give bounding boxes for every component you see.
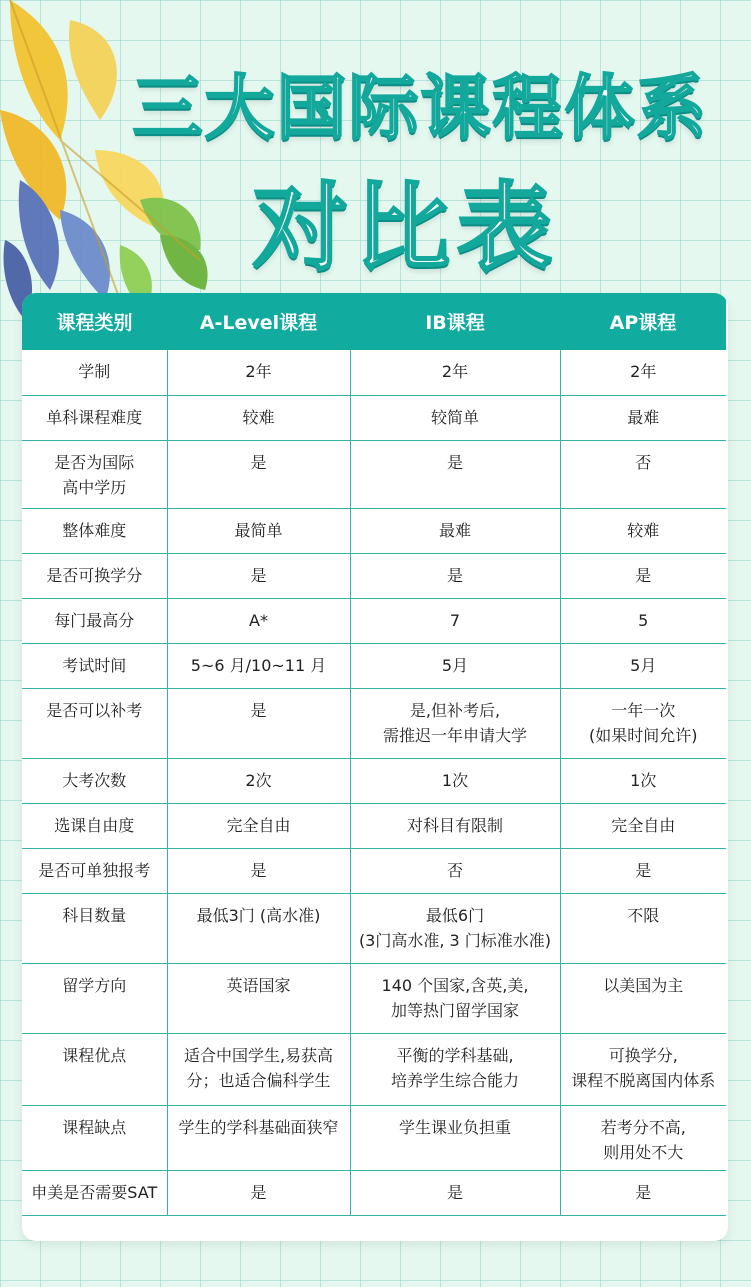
table-row xyxy=(22,508,726,553)
cell-label xyxy=(22,848,167,893)
cell-text-line: 适合中国学生,易获高 xyxy=(183,1045,334,1065)
cell-text-line: 是否为国际 xyxy=(54,452,135,472)
cell-text-line: 最简单 xyxy=(234,520,283,540)
cell-ib xyxy=(350,803,560,848)
cell-alevel xyxy=(167,395,350,440)
page-title-line2: 对比表 xyxy=(252,172,559,284)
cell-text-line: 5~6 月/10~11 月 xyxy=(190,655,327,675)
cell-ap xyxy=(560,893,726,963)
cell-text-line: 课程不脱离国内体系 xyxy=(571,1070,716,1090)
cell-ap xyxy=(560,643,726,688)
cell-text-line: 可换学分, xyxy=(608,1045,678,1065)
cell-label xyxy=(22,758,167,803)
cell-text-line: 以美国为主 xyxy=(603,975,684,995)
cell-text-line: 加等热门留学国家 xyxy=(390,1000,519,1020)
table-row xyxy=(22,1105,726,1170)
cell-text-line: 整体难度 xyxy=(62,520,127,540)
cell-label xyxy=(22,440,167,508)
cell-text-line: 留学方向 xyxy=(62,975,127,995)
table-row xyxy=(22,350,726,395)
cell-ib xyxy=(350,688,560,758)
comparison-table xyxy=(22,293,726,1216)
cell-ib xyxy=(350,893,560,963)
cell-text-line: 课程缺点 xyxy=(62,1117,127,1137)
cell-text-line: 选课自由度 xyxy=(54,815,135,835)
cell-text-line: 是 xyxy=(446,452,463,472)
page-title-line1: 三大国际课程体系 xyxy=(132,67,709,149)
cell-text-line: 分；也适合偏科学生 xyxy=(186,1070,331,1090)
cell-ib xyxy=(350,1105,560,1170)
cell-text-line: 是 xyxy=(250,565,267,585)
cell-text-line: (3门高水准, 3 门标准水准) xyxy=(358,930,552,950)
cell-text-line: 否 xyxy=(635,452,652,472)
cell-alevel xyxy=(167,350,350,395)
cell-text-line: 培养学生综合能力 xyxy=(390,1070,519,1090)
cell-label xyxy=(22,1033,167,1105)
cell-text-line: 学制 xyxy=(78,362,111,381)
cell-ap xyxy=(560,508,726,553)
cell-text-line: 一年一次 xyxy=(611,700,676,720)
cell-ap xyxy=(560,1170,726,1215)
cell-ib xyxy=(350,395,560,440)
cell-text-line: 最低6门 xyxy=(425,905,485,925)
table-row xyxy=(22,598,726,643)
cell-text-line: 最低3门 (高水准) xyxy=(196,905,321,925)
cell-ap xyxy=(560,440,726,508)
cell-text-line: 2年 xyxy=(441,362,469,381)
cell-text-line: 是 xyxy=(250,452,267,472)
cell-ap xyxy=(560,553,726,598)
cell-ap xyxy=(560,598,726,643)
cell-label xyxy=(22,1105,167,1170)
cell-ap xyxy=(560,758,726,803)
cell-text-line: 学生的学科基础面狭窄 xyxy=(178,1117,339,1137)
cell-text-line: 完全自由 xyxy=(226,815,291,835)
cell-label xyxy=(22,395,167,440)
table-row xyxy=(22,688,726,758)
comparison-card xyxy=(22,293,728,1241)
cell-text-line: 5月 xyxy=(441,655,469,675)
cell-alevel xyxy=(167,803,350,848)
table-header-row xyxy=(22,293,726,350)
cell-ap xyxy=(560,350,726,395)
cell-ap xyxy=(560,963,726,1033)
header-ap: AP课程 xyxy=(560,293,726,350)
cell-label xyxy=(22,688,167,758)
table-row xyxy=(22,395,726,440)
header-ib: IB课程 xyxy=(350,293,560,350)
cell-ib xyxy=(350,963,560,1033)
cell-text-line: 是 xyxy=(250,860,267,880)
cell-alevel xyxy=(167,440,350,508)
cell-text-line: 则用处不大 xyxy=(603,1142,684,1162)
cell-label xyxy=(22,803,167,848)
cell-ap xyxy=(560,1033,726,1105)
cell-text-line: 是 xyxy=(250,1182,267,1202)
cell-ib xyxy=(350,758,560,803)
cell-ib xyxy=(350,643,560,688)
cell-ib xyxy=(350,598,560,643)
cell-text-line: 大考次数 xyxy=(62,770,127,790)
table-row xyxy=(22,848,726,893)
cell-text-line: 若考分不高, xyxy=(600,1117,686,1137)
cell-ib xyxy=(350,553,560,598)
cell-text-line: 是否可以补考 xyxy=(46,700,143,720)
cell-ap xyxy=(560,848,726,893)
cell-text-line: 1次 xyxy=(630,770,657,790)
cell-text-line: 是,但补考后, xyxy=(409,700,501,720)
cell-ib xyxy=(350,508,560,553)
cell-alevel xyxy=(167,508,350,553)
cell-alevel xyxy=(167,688,350,758)
cell-text-line: 对科目有限制 xyxy=(406,815,503,835)
cell-label xyxy=(22,553,167,598)
cell-text-line: 单科课程难度 xyxy=(46,407,143,427)
cell-ib xyxy=(350,440,560,508)
cell-label xyxy=(22,893,167,963)
cell-text-line: 需推迟一年申请大学 xyxy=(382,725,527,745)
cell-label xyxy=(22,1170,167,1215)
cell-text-line: (如果时间允许) xyxy=(589,725,698,745)
cell-alevel xyxy=(167,963,350,1033)
table-row xyxy=(22,758,726,803)
cell-ib xyxy=(350,848,560,893)
cell-text-line: 最难 xyxy=(438,520,471,540)
cell-label xyxy=(22,963,167,1033)
table-row xyxy=(22,963,726,1033)
cell-alevel xyxy=(167,553,350,598)
cell-text-line: 是 xyxy=(446,1182,463,1202)
cell-text-line: 较难 xyxy=(627,520,660,540)
cell-alevel xyxy=(167,848,350,893)
cell-text-line: 2年 xyxy=(245,362,272,381)
cell-text-line: 7 xyxy=(449,610,461,630)
table-row xyxy=(22,1170,726,1215)
cell-text-line: 申美是否需要SAT xyxy=(31,1182,158,1202)
table-row xyxy=(22,643,726,688)
table-row xyxy=(22,893,726,963)
cell-alevel xyxy=(167,893,350,963)
cell-ib xyxy=(350,1033,560,1105)
table-row xyxy=(22,440,726,508)
cell-text-line: 考试时间 xyxy=(62,655,127,675)
cell-text-line: 每门最高分 xyxy=(54,610,135,630)
cell-ap xyxy=(560,395,726,440)
cell-text-line: 5 xyxy=(638,610,649,630)
cell-text-line: 课程优点 xyxy=(62,1045,127,1065)
cell-alevel xyxy=(167,598,350,643)
cell-text-line: 140 个国家,含英,美, xyxy=(381,975,529,995)
cell-alevel xyxy=(167,1033,350,1105)
cell-text-line: 2次 xyxy=(245,770,272,790)
cell-text-line: 高中学历 xyxy=(62,477,127,497)
cell-text-line: 较难 xyxy=(242,407,275,427)
header-alevel: A-Level课程 xyxy=(167,293,350,350)
cell-text-line: 是 xyxy=(635,1182,652,1202)
cell-text-line: 科目数量 xyxy=(62,905,127,925)
cell-alevel xyxy=(167,1170,350,1215)
cell-alevel xyxy=(167,1105,350,1170)
cell-ib xyxy=(350,350,560,395)
cell-text-line: 2年 xyxy=(630,362,657,381)
cell-text-line: 是否可换学分 xyxy=(46,565,143,585)
cell-text-line: 平衡的学科基础, xyxy=(396,1045,514,1065)
cell-text-line: A* xyxy=(249,610,268,630)
cell-text-line: 是否可单独报考 xyxy=(38,860,151,880)
cell-text-line: 是 xyxy=(446,565,463,585)
cell-text-line: 1次 xyxy=(441,770,469,790)
cell-alevel xyxy=(167,643,350,688)
cell-alevel xyxy=(167,758,350,803)
cell-text-line: 是 xyxy=(635,565,652,585)
cell-ap xyxy=(560,1105,726,1170)
cell-ap xyxy=(560,688,726,758)
cell-label xyxy=(22,598,167,643)
cell-text-line: 不限 xyxy=(627,905,660,925)
cell-ap xyxy=(560,803,726,848)
cell-label xyxy=(22,350,167,395)
table-row xyxy=(22,553,726,598)
header-category: 课程类别 xyxy=(22,293,167,350)
cell-text-line: 英语国家 xyxy=(226,975,291,995)
cell-ib xyxy=(350,1170,560,1215)
cell-text-line: 完全自由 xyxy=(611,815,676,835)
table-row xyxy=(22,1033,726,1105)
table-row xyxy=(22,803,726,848)
cell-label xyxy=(22,508,167,553)
cell-text-line: 是 xyxy=(635,860,652,880)
cell-label xyxy=(22,643,167,688)
cell-text-line: 否 xyxy=(446,860,463,880)
cell-text-line: 学生课业负担重 xyxy=(398,1117,511,1137)
cell-text-line: 是 xyxy=(250,700,267,720)
cell-text-line: 较简单 xyxy=(430,407,479,427)
cell-text-line: 5月 xyxy=(630,655,657,675)
cell-text-line: 最难 xyxy=(627,407,660,427)
